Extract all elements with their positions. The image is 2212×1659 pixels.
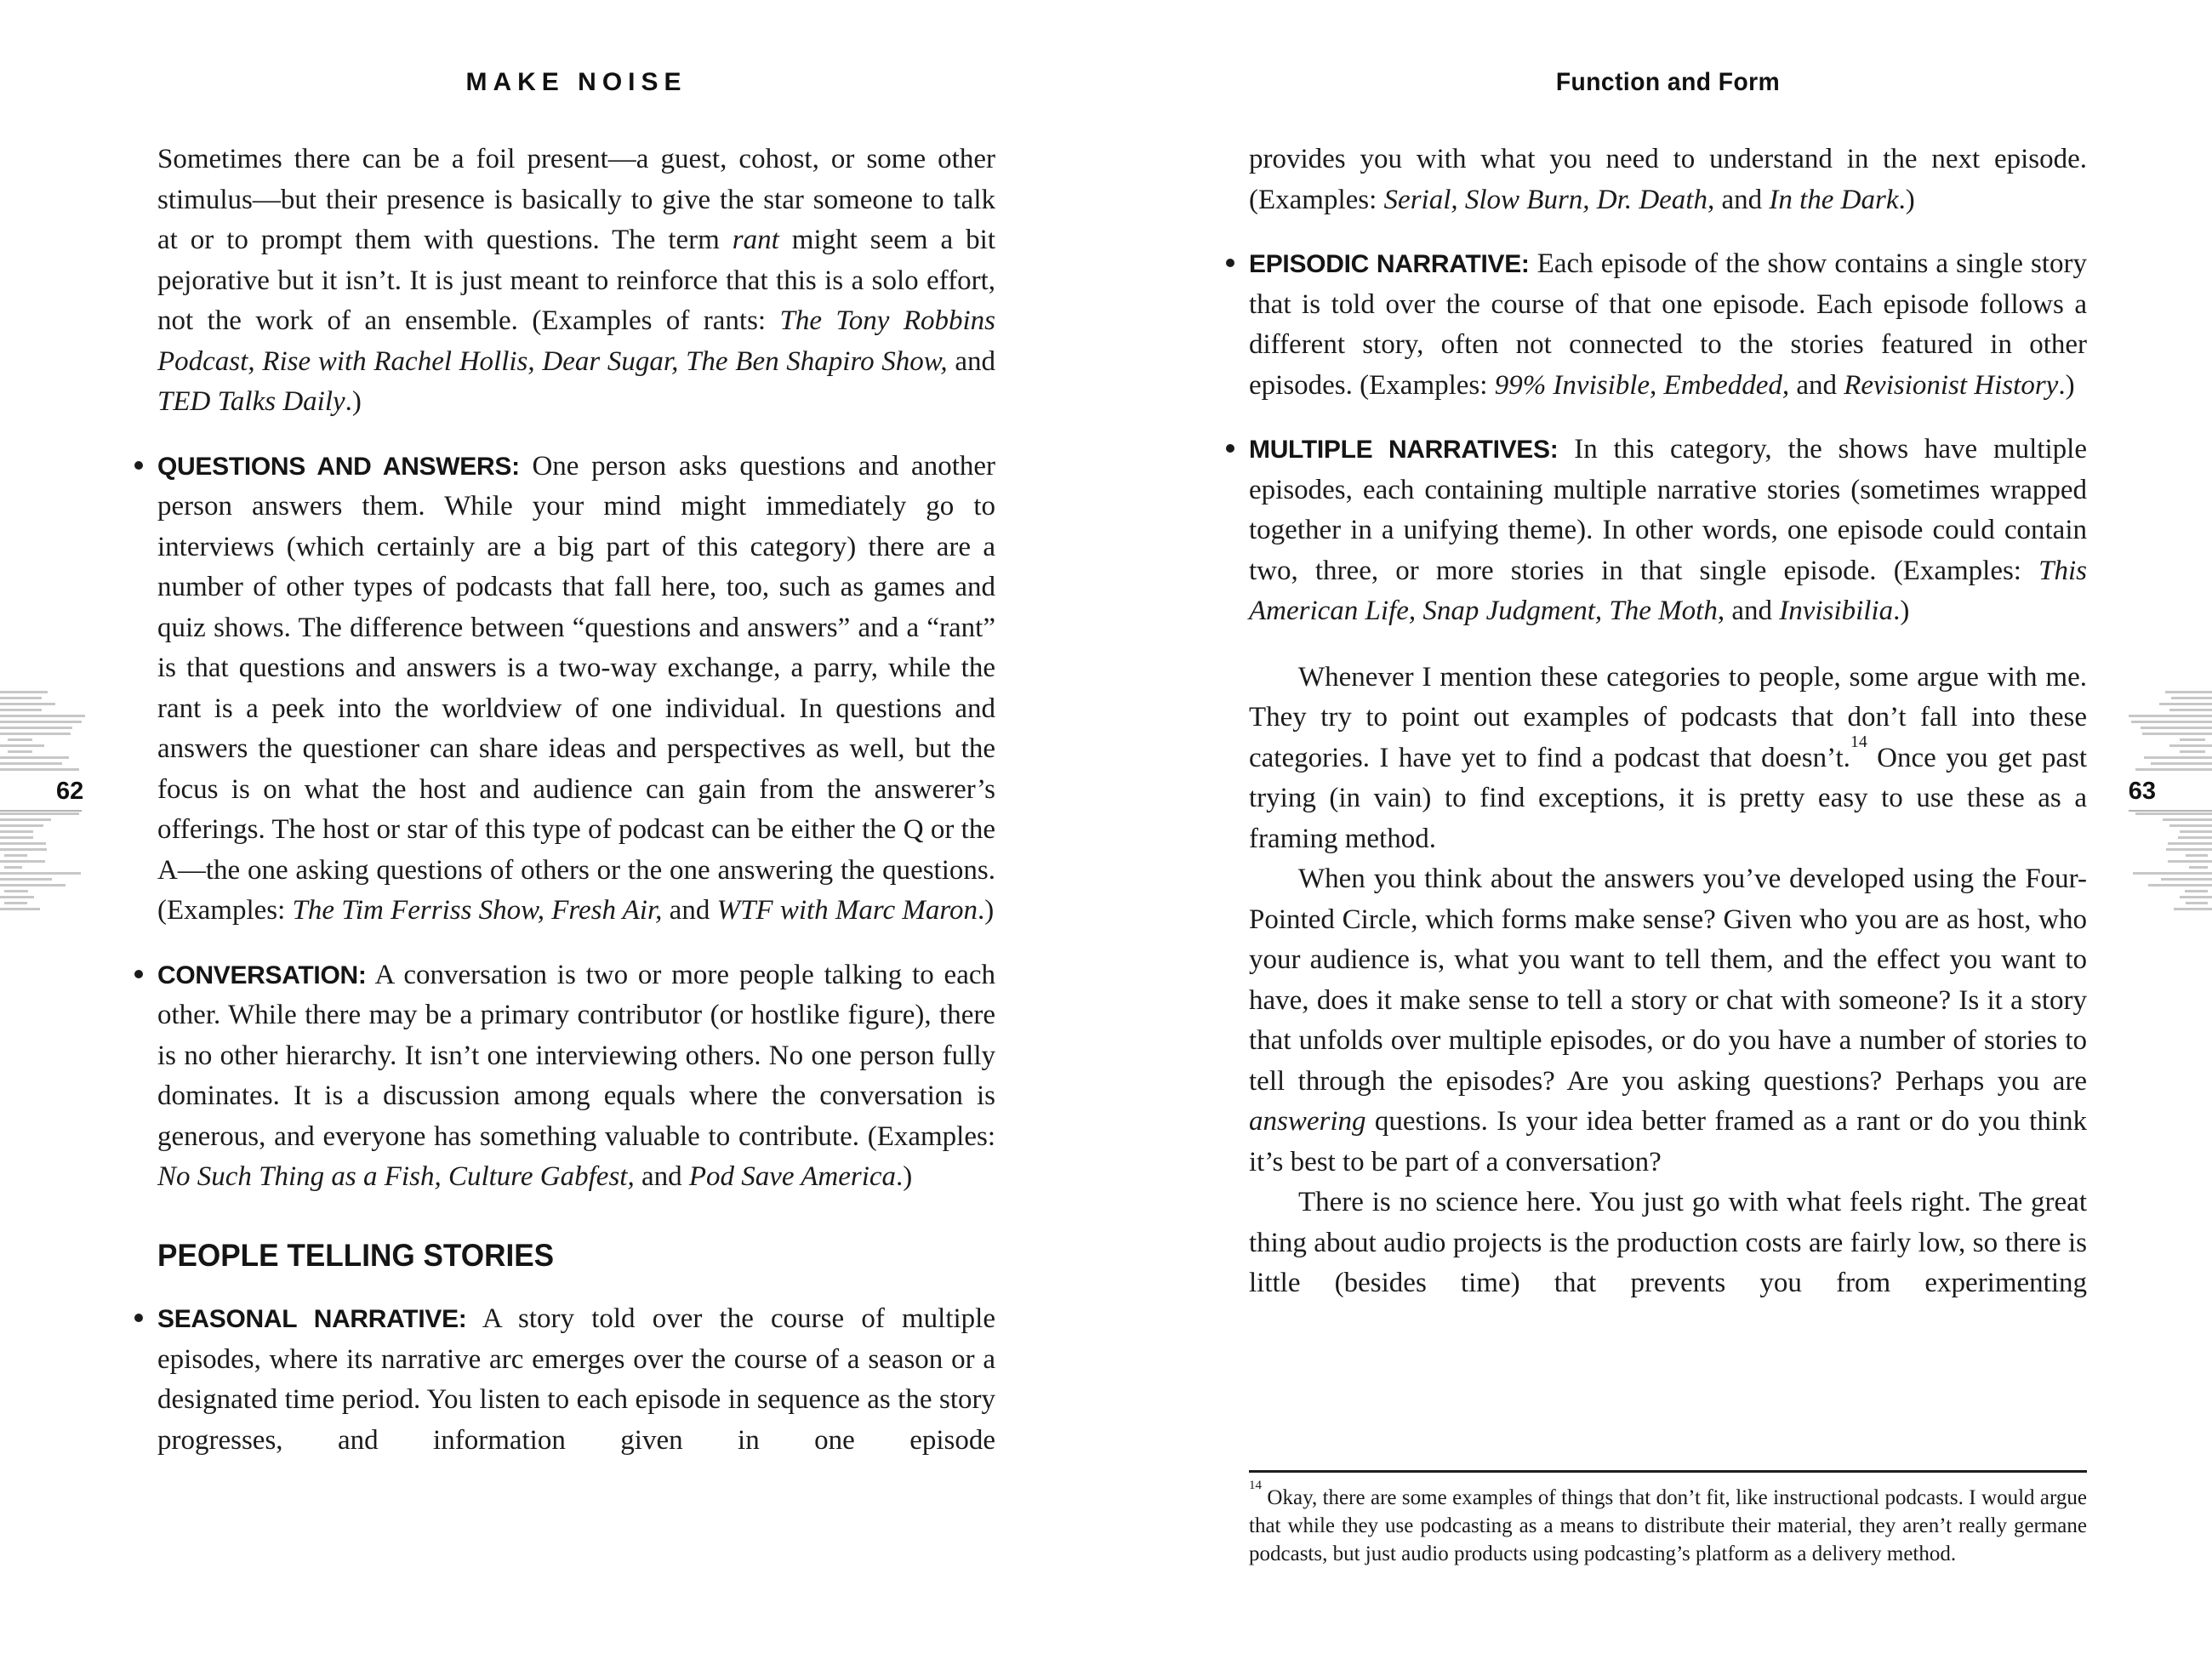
- waveform-decoration-right-top: [2129, 691, 2212, 771]
- italic-title-run: WTF with Marc Maron: [716, 895, 978, 926]
- italic-title-run: Revisionist History: [1844, 369, 2059, 401]
- waveform-bar: [2166, 848, 2212, 851]
- text-run: and: [947, 345, 995, 377]
- waveform-bar: [2163, 818, 2212, 821]
- bullet-dot-icon: [134, 970, 143, 978]
- waveform-bar: [2169, 744, 2212, 747]
- running-head-right: Function and Form: [1555, 68, 1781, 96]
- waveform-bar: [2141, 727, 2212, 729]
- text-run: .): [978, 895, 995, 926]
- paragraph: [1249, 140, 2087, 220]
- waveform-bar: [0, 721, 82, 723]
- waveform-bar: [0, 824, 43, 827]
- italic-title-run: No Such Thing as a Fish, Culture Gabfest,: [157, 1161, 635, 1192]
- text-run: .): [345, 386, 362, 417]
- waveform-bar: [0, 727, 72, 729]
- waveform-bar: [0, 872, 81, 875]
- waveform-decoration-right-bottom: [2133, 812, 2212, 910]
- page-number-rule-right: [2129, 810, 2212, 812]
- waveform-bar: [2186, 854, 2208, 857]
- category-label: CONVERSATION:: [157, 961, 367, 989]
- text-run: provides you with what you need to understand in the next episode. (Examples:: [1249, 144, 2087, 215]
- waveform-bar: [2148, 884, 2212, 887]
- text-run: Whenever I mention these categories to people, some argue with me. They try to point out examples of podcasts that don’t fall into these categories. I have yet to find a podcast that doesn’t.: [1249, 661, 2087, 773]
- text-run: and: [634, 1161, 689, 1192]
- bullet-paragraph: [157, 1299, 995, 1502]
- bullet-item: [157, 955, 995, 1198]
- page-number-left: 62: [56, 778, 84, 805]
- footnote-reference: 14: [1249, 1479, 1262, 1493]
- waveform-bar: [2185, 890, 2208, 892]
- paragraph: [1249, 658, 2087, 860]
- bullet-dot-icon: [1226, 444, 1234, 453]
- waveform-bar: [2186, 902, 2208, 904]
- category-label: EPISODIC NARRATIVE:: [1249, 250, 1530, 278]
- bullet-paragraph: [1249, 244, 2087, 406]
- italic-title-run: rant: [732, 225, 779, 255]
- bullet-paragraph: [157, 955, 995, 1198]
- waveform-bar: [0, 715, 85, 717]
- text-run: .): [2058, 369, 2075, 401]
- section-heading: PEOPLE TELLING STORIES: [157, 1237, 555, 1273]
- waveform-bar: [2133, 872, 2212, 875]
- waveform-bar: [2180, 896, 2212, 898]
- bullet-dot-icon: [134, 1314, 143, 1322]
- footnote: [1249, 1470, 2087, 1568]
- waveform-bar: [2144, 756, 2212, 759]
- italic-title-run: In the Dark: [1769, 184, 1899, 215]
- category-label: QUESTIONS AND ANSWERS:: [157, 452, 520, 481]
- text-run: In this category, the shows have multiple episodes, each containing multiple narrative stories (sometimes wrapped together in a unifying theme). In other words, one episode could contain two, three, or more stories in that single episode. (Examples:: [1249, 434, 2087, 586]
- waveform-bar: [0, 848, 47, 851]
- italic-title-run: TED Talks Daily: [157, 386, 345, 417]
- text-run: Once you get past trying (in vain) to find exceptions, it is pretty easy to use these as a framing method.: [1249, 742, 2087, 854]
- text-column-left: [157, 140, 995, 1461]
- waveform-bar: [0, 709, 42, 711]
- text-run: and: [1714, 184, 1770, 215]
- waveform-bar: [2171, 697, 2212, 699]
- bullet-paragraph: [1249, 430, 2087, 632]
- italic-title-run: 99% Invisible, Embedded,: [1494, 369, 1790, 401]
- text-run: .): [896, 1161, 913, 1192]
- page-right: [1106, 0, 2212, 1659]
- waveform-bar: [0, 836, 33, 839]
- bullet-item: [1249, 244, 2087, 406]
- waveform-bar: [4, 866, 22, 869]
- bullet-dot-icon: [1226, 259, 1234, 267]
- waveform-bar: [2169, 709, 2212, 711]
- bullet-paragraph: [157, 447, 995, 932]
- waveform-bar: [0, 762, 62, 765]
- text-run: Sometimes there can be a foil present—a guest, cohost, or some other stimulus—but their presence is basically to give the star someone to talk at or to prompt them with questions. The term: [157, 144, 995, 255]
- text-run: A story told over the course of multiple episodes, where its narrative arc emerges over the course of a season or a designated time period. You listen to each episode in sequence as the story progresses, and information given in one episode: [157, 1303, 995, 1456]
- italic-title-run: Pod Save America: [688, 1161, 897, 1192]
- waveform-bar: [0, 768, 79, 771]
- text-run: and: [1725, 596, 1780, 626]
- text-run: .): [1898, 184, 1915, 215]
- waveform-bar: [2168, 842, 2212, 845]
- running-head-left: MAKE NOISE: [465, 68, 687, 96]
- waveform-bar: [0, 878, 52, 881]
- waveform-bar: [2169, 824, 2212, 827]
- waveform-bar: [8, 738, 32, 741]
- category-label: SEASONAL NARRATIVE:: [157, 1305, 467, 1333]
- footnote-rule: [1249, 1470, 2087, 1473]
- waveform-bar: [2161, 878, 2212, 881]
- waveform-bar: [2142, 733, 2212, 735]
- waveform-bar: [4, 854, 27, 857]
- italic-title-run: The Tim Ferriss Show, Fresh Air,: [292, 895, 663, 926]
- bullet-item: [1249, 430, 2087, 632]
- bullet-dot-icon: [134, 461, 143, 470]
- text-run: .): [1893, 596, 1910, 626]
- waveform-bar: [0, 908, 40, 910]
- waveform-bar: [0, 842, 46, 845]
- text-run: A conversation is two or more people talking to each other. While there may be a primary contributor (or hostlike figure), there is no other hierarchy. It isn’t one interviewing others. No one person fully dominates. It is a discussion among equals where the conversation is generous, and everyone has something valuable to contribute. (Examples:: [157, 959, 995, 1152]
- waveform-bar: [2151, 762, 2212, 765]
- footnote-text: [1249, 1479, 2087, 1568]
- text-run: might seem a bit pejorative but it isn’t. It is just meant to reinforce that this is a solo effort, not the work of an ensemble. (Examples of rants:: [157, 225, 995, 336]
- waveform-bar: [2168, 860, 2212, 863]
- waveform-bar: [0, 691, 48, 693]
- text-run: One person asks questions and another person answers them. While your mind might immediately go to interviews (which certainly are a big part of this category) there are a number of other types of podcasts that fall here, too, such as games and quiz shows. The difference between “questions and answers” and a “rant” is that questions and answers is a two-way exchange, a parry, while the rant is a peek into the worldview of one individual. In questions and answers the questioner can share ideas and perspectives as well, but the focus is on what the host and audience can gain from the answerer’s offerings. The host or star of this type of podcast can be either the Q or the A—the one asking questions of others or the one answering the questions. (Examples:: [157, 450, 996, 926]
- text-run: Okay, there are some examples of things that don’t fit, like instructional podcasts. I would argue that while they use podcasting as a means to distribute their material, they aren’t really germane podcasts, but just audio products using podcasting’s platform as a delivery method.: [1249, 1486, 2087, 1565]
- text-column-right: [1249, 140, 2087, 1304]
- waveform-bar: [0, 812, 79, 815]
- waveform-decoration-left-bottom: [0, 812, 81, 910]
- waveform-bar: [2165, 691, 2212, 693]
- waveform-bar: [2180, 830, 2212, 833]
- waveform-bar: [0, 884, 66, 887]
- waveform-bar: [2131, 721, 2212, 723]
- paragraph: [157, 140, 995, 423]
- waveform-bar: [2178, 836, 2212, 839]
- waveform-decoration-left-top: [0, 691, 85, 771]
- waveform-bar: [0, 756, 69, 759]
- waveform-bar: [2180, 738, 2205, 741]
- waveform-bar: [2174, 908, 2212, 910]
- text-run: questions. Is your idea better framed as a rant or do you think it’s best to be part of a conversation?: [1249, 1106, 2087, 1177]
- waveform-bar: [0, 733, 71, 735]
- italic-title-run: answering: [1249, 1106, 1366, 1137]
- waveform-bar: [2135, 768, 2212, 771]
- italic-title-run: Invisibilia: [1779, 596, 1894, 626]
- paragraph: [1249, 1183, 2087, 1344]
- page-number-rule-left: [0, 810, 82, 812]
- bullet-item: [157, 1299, 995, 1502]
- waveform-bar: [2180, 750, 2205, 753]
- text-run: and: [662, 895, 717, 926]
- text-run: When you think about the answers you’ve developed using the Four-Pointed Circle, which forms make sense? Given who you are as host, who your audience is, what you want to tell them, and the effect you want to have, does it make sense to tell a story or chat with someone? Is it a story that unfolds over multiple episodes, or do you have a number of stories to tell through the episodes? Are you asking questions? Perhaps you are: [1249, 864, 2087, 1097]
- waveform-bar: [0, 697, 42, 699]
- italic-title-run: Serial, Slow Burn, Dr. Death,: [1383, 184, 1715, 215]
- waveform-bar: [0, 830, 33, 833]
- waveform-bar: [2129, 715, 2212, 717]
- category-label: MULTIPLE NARRATIVES:: [1249, 436, 1559, 464]
- paragraph: [1249, 859, 2087, 1183]
- italic-title-run: This American Life, Snap Judgment, The Moth,: [1249, 555, 2087, 626]
- waveform-bar: [8, 750, 32, 753]
- waveform-bar: [0, 818, 51, 821]
- bullet-item: [157, 447, 995, 932]
- text-run: and: [1789, 369, 1844, 401]
- footnote-reference: 14: [1850, 732, 1867, 751]
- page-number-right: 63: [2128, 778, 2156, 805]
- waveform-bar: [0, 860, 45, 863]
- waveform-bar: [0, 744, 44, 747]
- waveform-bar: [2135, 812, 2212, 815]
- waveform-bar: [0, 703, 55, 705]
- text-run: Each episode of the show contains a single story that is told over the course of that one episode. Each episode follows a different story, often not connected to the stories featured in other episodes. (Examples:: [1249, 248, 2087, 401]
- text-run: There is no science here. You just go with what feels right. The great thing about audio projects is the production costs are fairly low, so there is little (besides time) that prevents you from experimenting: [1249, 1187, 2087, 1298]
- waveform-bar: [0, 896, 34, 898]
- waveform-bar: [2159, 703, 2212, 705]
- waveform-bar: [2189, 866, 2208, 869]
- italic-title-run: The Tony Robbins Podcast, Rise with Rachel Hollis, Dear Sugar, The Ben Shapiro Show,: [157, 305, 995, 377]
- waveform-bar: [4, 890, 28, 892]
- waveform-bar: [4, 902, 27, 904]
